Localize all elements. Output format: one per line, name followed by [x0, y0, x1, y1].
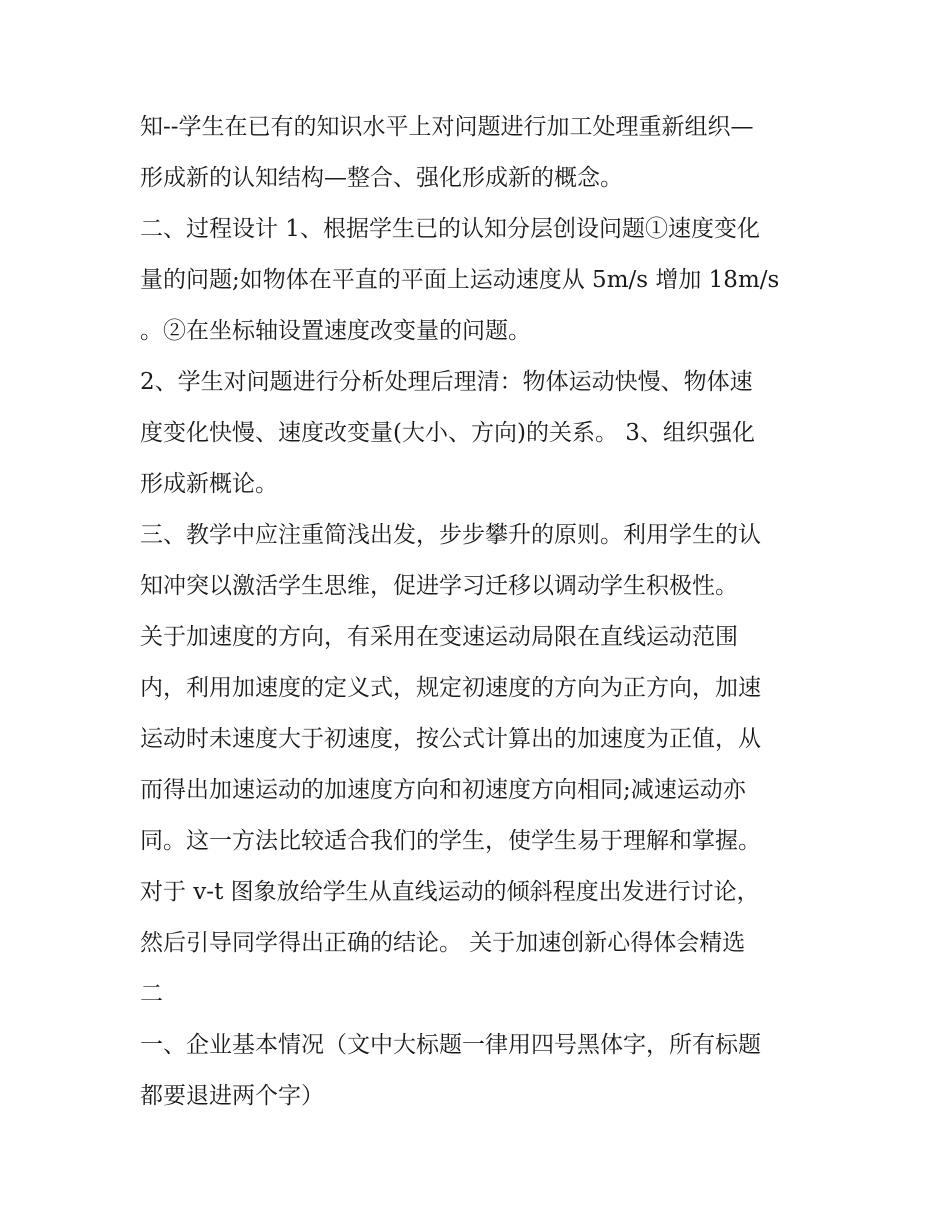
text-line: 2、学生对问题进行分析处理后理清：物体运动快慢、物体速 — [140, 369, 753, 395]
text-line: 都要退进两个字） — [140, 1083, 324, 1109]
text-line: 运动时未速度大于初速度，按公式计算出的加速度为正值，从 — [140, 726, 761, 752]
text-line: 量的问题;如物体在平直的平面上运动速度从 5m/s 增加 18m/s — [140, 267, 780, 293]
text-line: 关于加速度的方向，有采用在变速运动局限在直线运动范围 — [140, 624, 738, 650]
text-line: 一、企业基本情况（文中大标题一律用四号黑体字，所有标题 — [140, 1032, 761, 1058]
text-line: 度变化快慢、速度改变量(大小、方向)的关系。 3、组织强化 — [140, 420, 755, 446]
text-line: 对于 v-t 图象放给学生从直线运动的倾斜程度出发进行讨论， — [140, 879, 760, 905]
text-line: 然后引导同学得出正确的结论。 关于加速创新心得体会精选 — [140, 930, 746, 956]
text-line: 形成新概论。 — [140, 471, 278, 497]
text-line: 同。这一方法比较适合我们的学生，使学生易于理解和掌握。 — [140, 828, 761, 854]
text-line: 三、教学中应注重简浅出发，步步攀升的原则。利用学生的认 — [140, 522, 761, 548]
text-line: 知冲突以激活学生思维，促进学习迁移以调动学生积极性。 — [140, 573, 738, 599]
text-line: 形成新的认知结构—整合、强化形成新的概念。 — [140, 165, 623, 191]
text-line: 而得出加速运动的加速度方向和初速度方向相同;减速运动亦 — [140, 777, 746, 803]
text-line: 二 — [140, 981, 163, 1007]
text-line: 。②在坐标轴设置速度改变量的问题。 — [140, 318, 531, 344]
text-line: 知--学生在已有的知识水平上对问题进行加工处理重新组织— — [140, 114, 754, 140]
text-line: 内，利用加速度的定义式，规定初速度的方向为正方向，加速 — [140, 675, 761, 701]
body-text — [140, 102, 820, 1122]
text-line: 二、过程设计 1、根据学生已的认知分层创设问题①速度变化 — [140, 216, 760, 242]
